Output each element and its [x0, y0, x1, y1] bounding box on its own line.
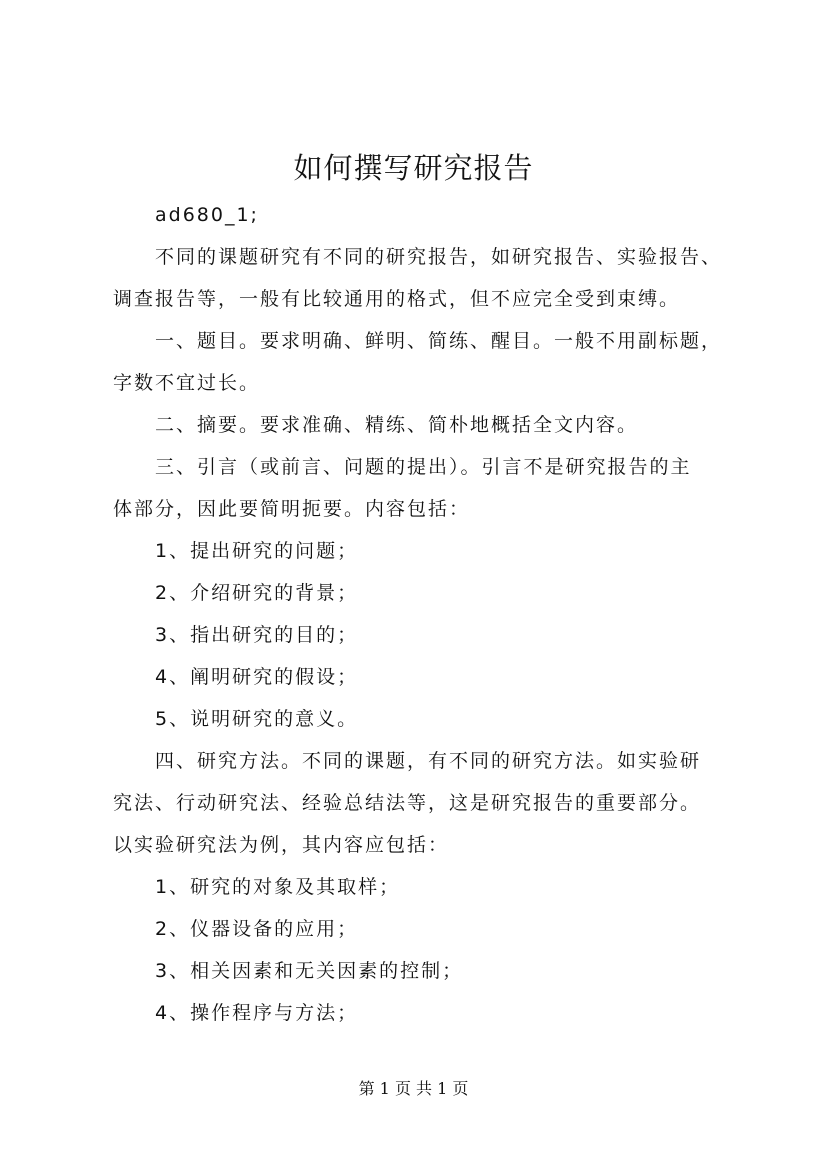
- paragraph-line: 四、研究方法。不同的课题，有不同的研究方法。如实验研: [155, 750, 702, 772]
- paragraph-line: 不同的课题研究有不同的研究报告，如研究报告、实验报告、: [155, 246, 723, 268]
- list-item: 1、研究的对象及其取样；: [155, 876, 401, 898]
- list-item: 4、操作程序与方法；: [155, 1002, 359, 1024]
- paragraph-line: 一、题目。要求明确、鲜明、简练、醒目。一般不用副标题，: [155, 330, 723, 352]
- list-item: 3、相关因素和无关因素的控制；: [155, 960, 464, 982]
- document-title: 如何撰写研究报告: [293, 151, 534, 185]
- paragraph-line: 究法、行动研究法、经验总结法等，这是研究报告的重要部分。: [113, 792, 702, 814]
- list-item: 2、介绍研究的背景；: [155, 582, 359, 604]
- paragraph-line: 字数不宜过长。: [113, 372, 261, 394]
- paragraph-line: 三、引言（或前言、问题的提出）。引言不是研究报告的主: [155, 456, 692, 478]
- list-item: 4、阐明研究的假设；: [155, 666, 359, 688]
- list-item: 2、仪器设备的应用；: [155, 918, 359, 940]
- list-item: 1、提出研究的问题；: [155, 540, 359, 562]
- list-item: 3、指出研究的目的；: [155, 624, 359, 646]
- paragraph-line: 以实验研究法为例，其内容应包括：: [113, 834, 450, 856]
- paragraph-line: 体部分，因此要简明扼要。内容包括：: [113, 498, 471, 520]
- list-item: 5、说明研究的意义。: [155, 708, 359, 730]
- page-footer: 第 1 页 共 1 页: [358, 1079, 469, 1098]
- paragraph-line: 二、摘要。要求准确、精练、简朴地概括全文内容。: [155, 414, 639, 436]
- paragraph-line: 调查报告等，一般有比较通用的格式，但不应完全受到束缚。: [113, 288, 681, 310]
- document-code-line: ad680_1;: [155, 204, 259, 226]
